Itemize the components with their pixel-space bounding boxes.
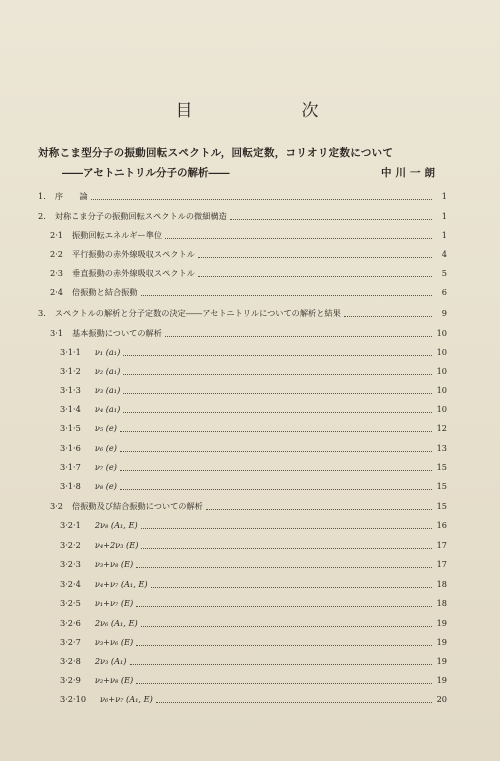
toc-entry-label: 倍振動と結合振動 xyxy=(72,287,138,297)
toc-entry-page: 10 xyxy=(436,385,447,395)
toc-entry xyxy=(60,635,447,649)
toc-entry-label: ν₅ (e) xyxy=(94,423,117,433)
toc-entry xyxy=(60,538,447,552)
toc-entry-number: 3·2·7 xyxy=(60,637,81,647)
toc-entry-label: ν₃+ν₈ (E) xyxy=(94,559,134,569)
toc-entry-page: 19 xyxy=(436,675,447,685)
toc-entry-number: 2·4 xyxy=(50,287,64,297)
toc-entry-label: 序 論 xyxy=(54,191,88,201)
toc-entry-page: 13 xyxy=(436,443,447,453)
toc-entry-label: ν₇ (e) xyxy=(94,462,117,472)
toc-entry-number: 3·2·6 xyxy=(60,618,81,628)
dot-leader xyxy=(136,606,432,607)
toc-entry-page: 18 xyxy=(436,598,447,608)
toc-entry-number: 3·2·10 xyxy=(60,694,87,704)
toc-entry-label: ν₃ (a₁) xyxy=(94,385,121,395)
dot-leader xyxy=(198,276,432,277)
toc-entry-label: ν₆+ν₇ (A₁, E) xyxy=(100,694,153,704)
dot-leader xyxy=(151,587,432,588)
toc-entry xyxy=(38,306,447,320)
toc-entry xyxy=(60,441,447,455)
toc-entry-number: 3·2·8 xyxy=(60,656,81,666)
dot-leader xyxy=(344,316,432,317)
toc-entry xyxy=(60,345,447,359)
toc-entry-label: ν₁+ν₇ (E) xyxy=(94,598,134,608)
dot-leader xyxy=(141,548,432,549)
toc-entry-label: 振動回転エネルギー準位 xyxy=(72,230,163,240)
toc-entry-label: ν₈ (e) xyxy=(94,481,117,491)
toc-entry-label: ν₄ (a₁) xyxy=(94,404,121,414)
toc-entry xyxy=(60,383,447,397)
toc-entry-number: 1. xyxy=(38,191,46,201)
toc-entry-label: スペクトルの解析と分子定数の決定――アセトニトリルについての解析と結果 xyxy=(54,308,341,318)
toc-entry xyxy=(60,364,447,378)
toc-entry xyxy=(60,557,447,571)
toc-entry-page: 10 xyxy=(436,347,447,357)
toc-entry-page: 10 xyxy=(436,404,447,414)
dot-leader xyxy=(123,355,432,356)
toc-entry-label: 2ν₃ (A₁) xyxy=(94,656,127,666)
toc-entry-page: 15 xyxy=(436,462,447,472)
dot-leader xyxy=(206,509,432,510)
toc-entry-number: 2·2 xyxy=(50,249,64,259)
toc-entry xyxy=(60,692,447,706)
dot-leader xyxy=(120,431,432,432)
toc-entry-number: 3·1·6 xyxy=(60,443,81,453)
article-title: 対称こま型分子の振動回転スペクトル，回転定数，コリオリ定数について xyxy=(38,147,394,159)
toc-entry xyxy=(60,673,447,687)
toc-entry-label: ν₂+ν₈ (E) xyxy=(94,675,134,685)
toc-entry-number: 2·1 xyxy=(50,230,64,240)
toc-entry-number: 3·1·1 xyxy=(60,347,81,357)
toc-entry-number: 3·1·5 xyxy=(60,423,81,433)
toc-entry-label: ν₂ (a₁) xyxy=(94,366,121,376)
toc-entry-number: 3·2 xyxy=(50,501,64,511)
article-subtitle-row xyxy=(62,165,439,179)
toc-entry xyxy=(50,326,447,340)
toc-entry-page: 19 xyxy=(436,637,447,647)
toc-entry-number: 3·1·2 xyxy=(60,366,81,376)
toc-entry xyxy=(60,421,447,435)
toc-entry xyxy=(50,247,447,261)
toc-entry-number: 3. xyxy=(38,308,46,318)
toc-entry-page: 1 xyxy=(441,230,447,240)
dot-leader xyxy=(165,238,432,239)
toc-entry-page: 15 xyxy=(436,501,447,511)
toc-entry-page: 17 xyxy=(436,559,447,569)
toc-entry xyxy=(38,209,447,223)
toc-entry-number: 3·1·7 xyxy=(60,462,81,472)
toc-entry xyxy=(38,189,447,203)
toc-entry-page: 6 xyxy=(441,287,447,297)
toc-entry-label: 対称こま分子の振動回転スペクトルの微細構造 xyxy=(54,211,227,221)
dot-leader xyxy=(165,336,432,337)
toc-entry-label: ν₁ (a₁) xyxy=(94,347,121,357)
toc-entry-label: 基本振動についての解析 xyxy=(72,328,162,338)
toc-entry xyxy=(50,499,447,513)
toc-entry-page: 16 xyxy=(436,520,447,530)
toc-entry-number: 3·1 xyxy=(50,328,64,338)
toc-entry-label: ν₄+ν₇ (A₁, E) xyxy=(94,579,148,589)
toc-entry-label: ν₆ (e) xyxy=(94,443,117,453)
toc-entry-label: 倍振動及び結合振動についての解析 xyxy=(72,501,203,511)
toc-entry xyxy=(60,577,447,591)
toc-entry-page: 10 xyxy=(436,366,447,376)
toc-entry-number: 3·2·9 xyxy=(60,675,81,685)
toc-entry-number: 3·1·8 xyxy=(60,481,81,491)
toc-entry-number: 3·1·4 xyxy=(60,404,81,414)
toc-entry-page: 5 xyxy=(441,268,447,278)
toc-entry-page: 9 xyxy=(441,308,447,318)
toc-entry-number: 2. xyxy=(38,211,46,221)
toc-entry-label: 2ν₆ (A₁, E) xyxy=(94,618,138,628)
toc-entry-page: 12 xyxy=(436,423,447,433)
toc-entry-label: 平行振動の赤外線吸収スペクトル xyxy=(72,249,195,259)
dot-leader xyxy=(130,664,433,665)
toc-entry-number: 2·3 xyxy=(50,268,64,278)
toc-entry-page: 1 xyxy=(441,191,447,201)
dot-leader xyxy=(123,393,432,394)
article-subtitle: ――アセトニトリル分子の解析―― xyxy=(62,167,230,179)
dot-leader xyxy=(136,683,432,684)
dot-leader xyxy=(91,199,432,200)
dot-leader xyxy=(198,257,432,258)
toc-entry xyxy=(60,479,447,493)
toc-entry xyxy=(50,266,447,280)
toc-entry-page: 15 xyxy=(436,481,447,491)
toc-entry xyxy=(60,518,447,532)
author-name: 中川一朗 xyxy=(381,167,439,179)
dot-leader xyxy=(136,567,432,568)
toc-entry-number: 3·2·1 xyxy=(60,520,81,530)
toc-entry-page: 19 xyxy=(436,618,447,628)
toc-entry-label: 2ν₈ (A₁, E) xyxy=(94,520,138,530)
dot-leader xyxy=(120,451,432,452)
toc-entry-page: 4 xyxy=(441,249,447,259)
toc-entry-page: 1 xyxy=(441,211,447,221)
dot-leader xyxy=(230,219,432,220)
toc-entry xyxy=(60,460,447,474)
page-title: 目 次 xyxy=(175,101,365,121)
toc-entry-page: 19 xyxy=(436,656,447,666)
toc-entry xyxy=(60,596,447,610)
toc-entry xyxy=(50,285,447,299)
toc-entry-label: ν₃+ν₆ (E) xyxy=(94,637,134,647)
dot-leader xyxy=(123,374,432,375)
toc-entry xyxy=(60,616,447,630)
toc-entry-label: ν₄+2ν₃ (E) xyxy=(94,540,139,550)
toc-entry-number: 3·2·2 xyxy=(60,540,81,550)
toc-entry-page: 20 xyxy=(436,694,447,704)
toc-entry xyxy=(60,654,447,668)
toc-entry-page: 17 xyxy=(436,540,447,550)
dot-leader xyxy=(120,489,432,490)
toc-entry-number: 3·2·5 xyxy=(60,598,81,608)
toc-entry-number: 3·1·3 xyxy=(60,385,81,395)
dot-leader xyxy=(141,528,432,529)
dot-leader xyxy=(141,626,432,627)
toc-entry-number: 3·2·4 xyxy=(60,579,81,589)
dot-leader xyxy=(156,702,432,703)
toc-entry-label: 垂直振動の赤外線吸収スペクトル xyxy=(72,268,195,278)
toc-entry-page: 18 xyxy=(436,579,447,589)
toc-entry xyxy=(50,228,447,242)
dot-leader xyxy=(120,470,432,471)
toc-entry xyxy=(60,402,447,416)
dot-leader xyxy=(141,295,432,296)
toc-entry-page: 10 xyxy=(436,328,447,338)
dot-leader xyxy=(136,645,432,646)
toc-entry-number: 3·2·3 xyxy=(60,559,81,569)
dot-leader xyxy=(123,412,432,413)
